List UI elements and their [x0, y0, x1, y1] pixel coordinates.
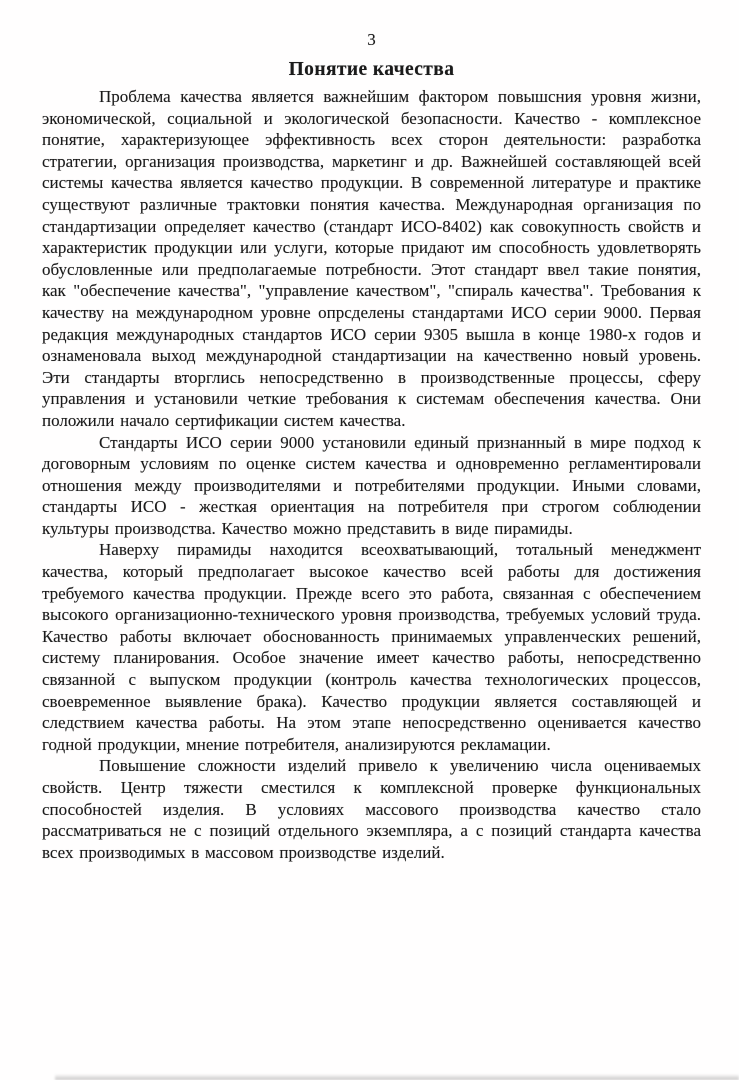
scan-shadow-bottom — [55, 1074, 739, 1080]
page-title: Понятие качества — [288, 59, 455, 80]
page-number: 3 — [367, 30, 376, 49]
paragraph-2: Стандарты ИСО серии 9000 установили единый признанный в мире подход к договорным условиям по оценке систем качества и одновременно регламентировали отношения между производителями и потребителями продукции. Иными словами, стандарты ИСО - жесткая ориентация на потребителя при строгом соблюдении культуры производства. Качество можно представить в виде пирамиды. — [42, 432, 701, 538]
paragraph-3: Наверху пирамиды находится всеохватывающий, тотальный менеджмент качества, который предполагает высокое качество всей работы для достижения требуемого качества продукции. Прежде всего это работа, связанная с обеспечением высокого организационно-технического уровня производства, требуемых условий труда. Качество работы включает обоснованность принимаемых управленческих решений, систему планирования. Особое значение имеет качество работы, непосредственно связанной с выпуском продукции (контроль качества технологических процессов, своевременное выявление брака). Качество продукции является составляющей и следствием качества работы. На этом этапе непосредственно оценивается качество годной продукции, мнение потребителя, анализируются рекламации. — [42, 540, 701, 754]
paragraph-1: Проблема качества является важнейшим фактором повышсния уровня жизни, экономической, социальной и экологической безопасности. Качество - комплексное понятие, характеризующее эффективность всех сторон деятельности: разработка стратегии, организация производства, маркетинг и др. Важнейшей составляющей всей системы качества является качество продукции. В современной литературе и практике существуют различные трактовки понятия качества. Международная организация по стандартизации определяет качество (стандарт ИСО-8402) как совокупность свойств и характеристик продукции или услуги, которые придают им способность удовлетворять обусловленные или предполагаемые потребности. Этот стандарт ввел такие понятия, как "обеспечение качества", "управление качеством", "спираль качества". Требования к качеству на международном уровне опрсделены стандартами ИСО серии 9000. Первая редакция международных стандартов ИСО серии 9305 вышла в конце 1980-х годов и ознаменовала выход международной стандартизации на качественно новый уровень. Эти стандарты вторглись непосредственно в производственные процессы, сферу управления и установили четкие требования к системам обеспечения качества. Они положили начало сертификации систем качества. — [42, 87, 701, 430]
paragraph-4: Повышение сложности изделий привело к увеличению числа оцениваемых свойств. Центр тяжести сместился к комплексной проверке функциональных способностей изделия. В условиях массового производства качество стало рассматриваться не с позиций отдельного экземпляра, а с позиций стандарта качества всех производимых в массовом производстве изделий. — [42, 756, 701, 862]
page-content — [42, 30, 701, 863]
body-text — [42, 86, 701, 863]
